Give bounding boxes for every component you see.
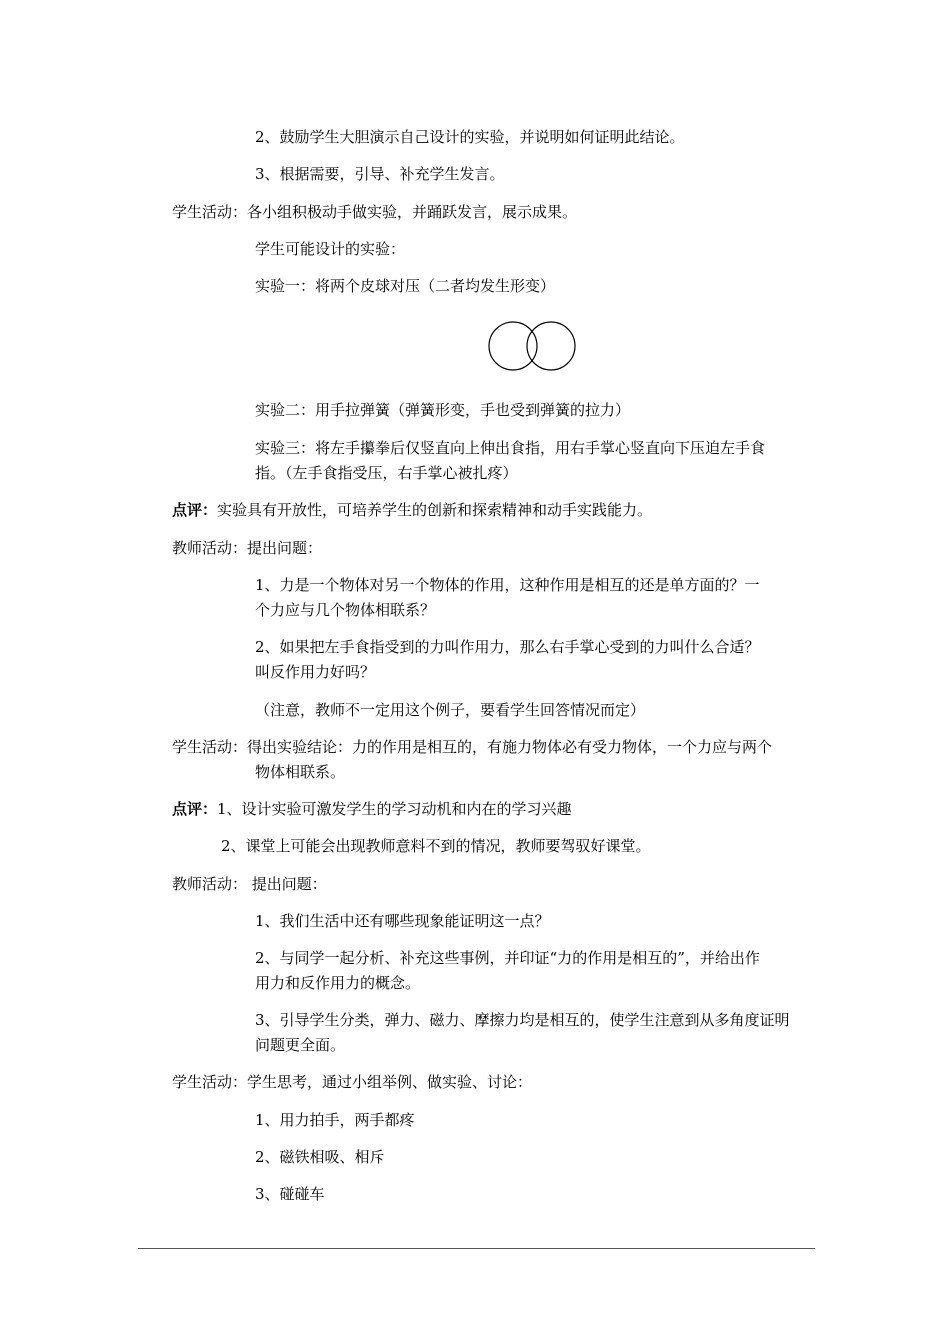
text-line: 问题更全面。 bbox=[255, 1036, 346, 1054]
section-text: 得出实验结论：力的作用是相互的，有施力物体必有受力物体，一个力应与两个 bbox=[247, 738, 773, 756]
comment-label: 点评： bbox=[172, 800, 218, 818]
text-line: 教师活动： 提出问题： bbox=[172, 875, 327, 893]
text-line: 物体相联系。 bbox=[255, 763, 346, 781]
comment-text: 实验具有开放性，可培养学生的创新和探索精神和动手实践能力。 bbox=[217, 501, 653, 519]
text-line: 2、如果把左手食指受到的力叫作用力，那么右手掌心受到的力叫什么合适？ bbox=[255, 638, 760, 656]
text-line: 1、我们生活中还有哪些现象能证明这一点？ bbox=[255, 912, 550, 930]
comment-text: 1、设计实验可激发学生的学习动机和内在的学习兴趣 bbox=[217, 800, 572, 818]
section-text: 各小组积极动手做实验，并踊跃发言，展示成果。 bbox=[247, 203, 578, 221]
text-line: 用力和反作用力的概念。 bbox=[255, 974, 421, 992]
ball-left bbox=[489, 322, 537, 370]
section-label: 学生活动： bbox=[172, 203, 248, 221]
text-line: 3、碰碰车 bbox=[255, 1185, 325, 1203]
two-balls-diagram bbox=[485, 316, 581, 376]
text-line: 1、力是一个物体对另一个物体的作用，这种作用是相互的还是单方面的？一 bbox=[255, 576, 760, 594]
student-activity-line bbox=[172, 200, 577, 224]
text-line: 2、鼓励学生大胆演示自己设计的实验，并说明如何证明此结论。 bbox=[255, 128, 685, 146]
student-activity-line bbox=[172, 1070, 532, 1094]
text-line: 1、用力拍手，两手都疼 bbox=[255, 1111, 415, 1129]
comment-label: 点评： bbox=[172, 501, 218, 519]
section-text: 学生思考，通过小组举例、做实验、讨论： bbox=[247, 1073, 533, 1091]
text-line: 3、引导学生分类，弹力、磁力、摩擦力均是相互的，使学生注意到从多角度证明 bbox=[255, 1011, 790, 1029]
section-label: 学生活动： bbox=[172, 738, 248, 756]
text-line: 2、课堂上可能会出现教师意料不到的情况，教师要驾驭好课堂。 bbox=[221, 837, 651, 855]
student-activity-line bbox=[172, 735, 772, 759]
text-line: 2、与同学一起分析、补充这些事例，并印证“力的作用是相互的”，并给出作 bbox=[255, 949, 760, 967]
text-line: 叫反作用力好吗？ bbox=[255, 663, 376, 681]
footer-divider bbox=[138, 1248, 815, 1249]
section-label: 学生活动： bbox=[172, 1073, 248, 1091]
comment-line bbox=[172, 498, 652, 522]
text-line: 个力应与几个物体相联系？ bbox=[255, 601, 436, 619]
text-line: 指。（左手食指受压，右手掌心被扎疼） bbox=[255, 464, 518, 482]
text-line: 实验三：将左手攥拳后仅竖直向上伸出食指，用右手掌心竖直向下压迫左手食 bbox=[255, 439, 766, 457]
comment-line bbox=[172, 797, 572, 821]
text-line: 3、根据需要，引导、补充学生发言。 bbox=[255, 165, 505, 183]
ball-right bbox=[527, 322, 575, 370]
text-line: 实验二：用手拉弹簧（弹簧形变，手也受到弹簧的拉力） bbox=[255, 401, 631, 419]
text-line: 学生可能设计的实验： bbox=[255, 240, 406, 258]
text-line: 教师活动：提出问题： bbox=[172, 539, 323, 557]
text-line: （注意，教师不一定用这个例子，要看学生回答情况而定） bbox=[255, 701, 646, 719]
text-line: 实验一：将两个皮球对压（二者均发生形变） bbox=[255, 277, 556, 295]
text-line: 2、磁铁相吸、相斥 bbox=[255, 1148, 385, 1166]
